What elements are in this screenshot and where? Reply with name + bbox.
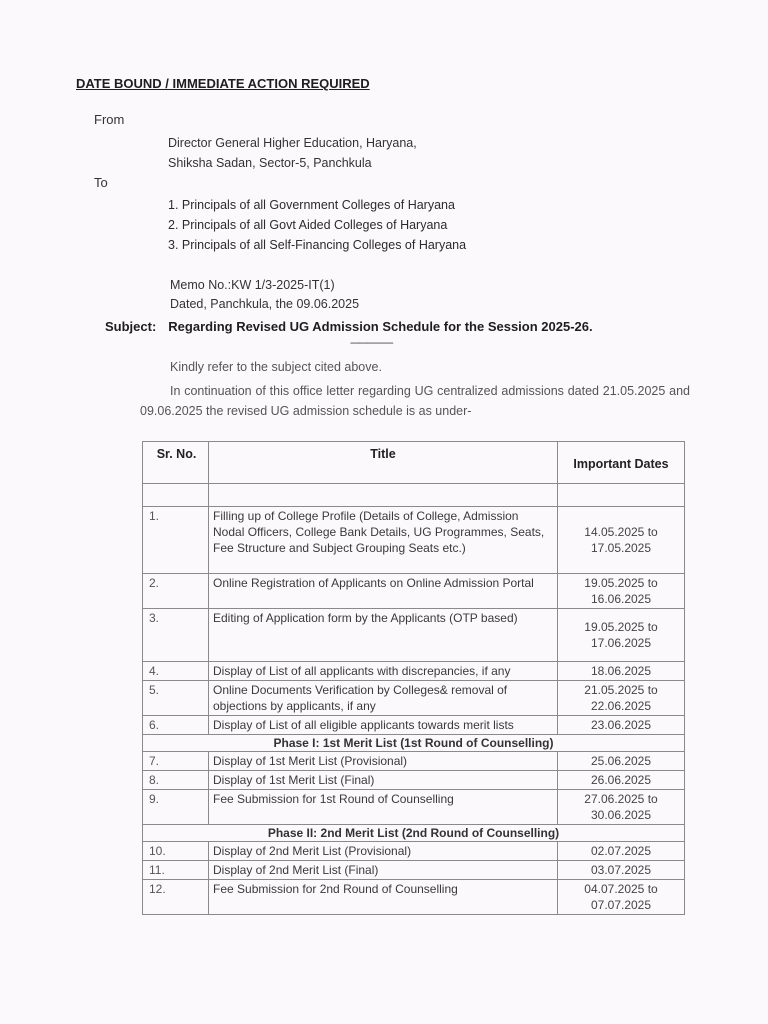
body-paragraph (140, 381, 690, 421)
sr-cell: 6. (143, 716, 209, 735)
sr-cell: 5. (143, 681, 209, 716)
date-cell: 14.05.2025 to 17.05.2025 (558, 507, 685, 574)
sr-cell: 1. (143, 507, 209, 574)
title-cell: Fee Submission for 1st Round of Counselling (209, 790, 558, 825)
to-label: To (94, 175, 108, 190)
table-row (143, 861, 685, 880)
date-cell: 02.07.2025 (558, 842, 685, 861)
table-row (143, 842, 685, 861)
table-header-row (143, 442, 685, 484)
column-header: Important Dates (558, 442, 685, 484)
from-address (168, 133, 417, 173)
title-cell: Display of 2nd Merit List (Final) (209, 861, 558, 880)
table-row (143, 716, 685, 735)
title-cell: Filling up of College Profile (Details of College, Admission Nodal Officers, College Bank Details, UG Programmes, Seats, Fee Structure and Subject Grouping Seats etc.) (209, 507, 558, 574)
title-cell: Display of 1st Merit List (Final) (209, 771, 558, 790)
title-cell: Editing of Application form by the Applicants (OTP based) (209, 609, 558, 662)
date-cell: 04.07.2025 to 07.07.2025 (558, 880, 685, 915)
from-line: Shiksha Sadan, Sector-5, Panchkula (168, 156, 372, 170)
date-cell: 21.05.2025 to 22.06.2025 (558, 681, 685, 716)
column-header: Sr. No. (143, 442, 209, 484)
sr-cell: 8. (143, 771, 209, 790)
memo-number: Memo No.:KW 1/3-2025-IT(1) (170, 278, 335, 292)
sr-cell: 7. (143, 752, 209, 771)
sr-cell: 3. (143, 609, 209, 662)
title-cell: Display of List of all eligible applicants towards merit lists (209, 716, 558, 735)
body-paragraph: Kindly refer to the subject cited above. (170, 360, 382, 374)
table-spacer-row (143, 484, 685, 507)
separator: ---------------- (350, 337, 393, 349)
title-cell: Online Registration of Applicants on Online Admission Portal (209, 574, 558, 609)
table-row (143, 681, 685, 716)
sr-cell: 11. (143, 861, 209, 880)
table-row (143, 880, 685, 915)
date-cell: 18.06.2025 (558, 662, 685, 681)
table-row (143, 771, 685, 790)
date-cell: 26.06.2025 (558, 771, 685, 790)
title-cell: Display of 1st Merit List (Provisional) (209, 752, 558, 771)
phase-heading: Phase I: 1st Merit List (1st Round of Counselling) (143, 735, 685, 752)
recipient-item: 1. Principals of all Government Colleges of Haryana (168, 198, 455, 212)
table-row (143, 609, 685, 662)
recipient-item: 3. Principals of all Self-Financing Colleges of Haryana (168, 238, 467, 252)
title-cell: Fee Submission for 2nd Round of Counselling (209, 880, 558, 915)
title-cell: Online Documents Verification by Colleges& removal of objections by applicants, if any (209, 681, 558, 716)
subject-text: Regarding Revised UG Admission Schedule for the Session 2025-26. (168, 319, 593, 334)
title-cell: Display of 2nd Merit List (Provisional) (209, 842, 558, 861)
schedule-table (142, 441, 685, 915)
from-label: From (94, 112, 125, 127)
table-row (143, 662, 685, 681)
sr-cell: 9. (143, 790, 209, 825)
phase-heading: Phase II: 2nd Merit List (2nd Round of Counselling) (143, 825, 685, 842)
column-header: Title (209, 442, 558, 484)
title-cell: Display of List of all applicants with discrepancies, if any (209, 662, 558, 681)
date-cell: 25.06.2025 (558, 752, 685, 771)
date-cell: 23.06.2025 (558, 716, 685, 735)
phase-row (143, 825, 685, 842)
recipient-list (168, 195, 466, 255)
recipient-item: 2. Principals of all Govt Aided Colleges of Haryana (168, 218, 448, 232)
sr-cell: 2. (143, 574, 209, 609)
date-cell: 19.05.2025 to 16.06.2025 (558, 574, 685, 609)
memo-date: Dated, Panchkula, the 09.06.2025 (170, 297, 360, 311)
phase-row (143, 735, 685, 752)
body-paragraph-text: In continuation of this office letter regarding UG centralized admissions dated 21.05.2025 and 09.06.2025 the revised UG admission schedule is as under- (140, 384, 690, 418)
subject-line (105, 319, 593, 334)
table-row (143, 574, 685, 609)
date-cell: 03.07.2025 (558, 861, 685, 880)
sr-cell: 10. (143, 842, 209, 861)
date-cell: 19.05.2025 to 17.06.2025 (558, 609, 685, 662)
subject-label: Subject: (105, 319, 157, 334)
table-row (143, 752, 685, 771)
sr-cell: 4. (143, 662, 209, 681)
table-row (143, 507, 685, 574)
from-line: Director General Higher Education, Haryana, (168, 136, 417, 150)
sr-cell: 12. (143, 880, 209, 915)
date-cell: 27.06.2025 to 30.06.2025 (558, 790, 685, 825)
memo-block (170, 276, 359, 314)
table-row (143, 790, 685, 825)
page-heading: DATE BOUND / IMMEDIATE ACTION REQUIRED (76, 76, 370, 91)
